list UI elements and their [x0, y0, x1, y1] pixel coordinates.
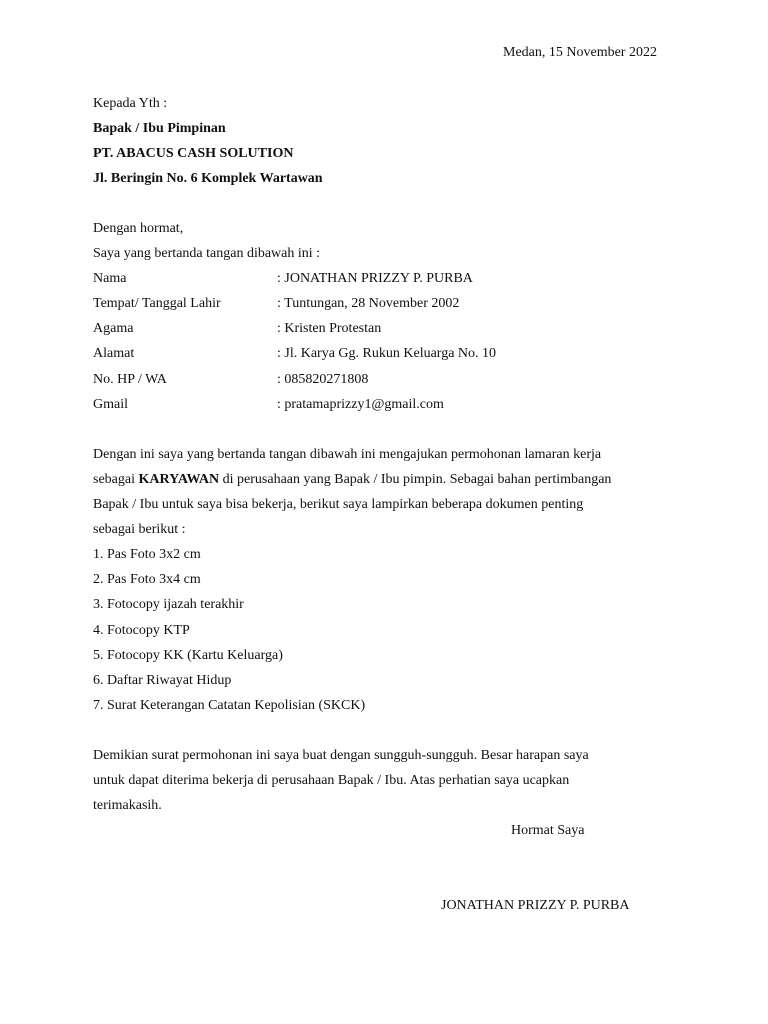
- list-item: 5. Fotocopy KK (Kartu Keluarga): [93, 648, 283, 663]
- detail-value-birth: : Tuntungan, 28 November 2002: [277, 296, 460, 311]
- closing-line-1: Demikian surat permohonan ini saya buat dengan sungguh-sungguh. Besar harapan saya: [93, 748, 589, 763]
- list-item: 4. Fotocopy KTP: [93, 623, 190, 638]
- intro-line: Saya yang bertanda tangan dibawah ini :: [93, 246, 321, 261]
- list-item: 3. Fotocopy ijazah terakhir: [93, 597, 244, 612]
- detail-value-religion: : Kristen Protestan: [277, 321, 382, 336]
- recipient-name: Bapak / Ibu Pimpinan: [93, 121, 226, 136]
- detail-value-email: : pratamaprizzy1@gmail.com: [277, 397, 444, 412]
- recipient-salutation: Kepada Yth :: [93, 96, 168, 111]
- body-line-2: [93, 471, 611, 489]
- position-applied: KARYAWAN: [138, 472, 220, 487]
- list-item: 6. Daftar Riwayat Hidup: [93, 673, 232, 688]
- detail-value-name: : JONATHAN PRIZZY P. PURBA: [277, 271, 473, 286]
- detail-value-address: : Jl. Karya Gg. Rukun Keluarga No. 10: [277, 346, 497, 361]
- body-line-3: Bapak / Ibu untuk saya bisa bekerja, berikut saya lampirkan beberapa dokumen penting: [93, 497, 584, 512]
- body-line-4: sebagai berikut :: [93, 522, 186, 537]
- body-line-1: Dengan ini saya yang bertanda tangan dibawah ini mengajukan permohonan lamaran kerja: [93, 447, 602, 462]
- body-line-2-post: di perusahaan yang Bapak / Ibu pimpin. Sebagai bahan pertimbangan: [219, 472, 612, 487]
- detail-label-address: Alamat: [93, 346, 135, 361]
- signoff: Hormat Saya: [511, 823, 585, 838]
- closing-line-3: terimakasih.: [93, 798, 162, 813]
- list-item: 1. Pas Foto 3x2 cm: [93, 547, 201, 562]
- detail-label-birth: Tempat/ Tanggal Lahir: [93, 296, 221, 311]
- greeting: Dengan hormat,: [93, 221, 184, 236]
- date-line: Medan, 15 November 2022: [503, 45, 657, 60]
- closing-line-2: untuk dapat diterima bekerja di perusahaan Bapak / Ibu. Atas perhatian saya ucapkan: [93, 773, 570, 788]
- detail-label-phone: No. HP / WA: [93, 372, 167, 387]
- detail-label-name: Nama: [93, 271, 127, 286]
- recipient-company: PT. ABACUS CASH SOLUTION: [93, 146, 294, 161]
- detail-value-phone: : 085820271808: [277, 372, 369, 387]
- list-item: 7. Surat Keterangan Catatan Kepolisian (SKCK): [93, 698, 366, 713]
- list-item: 2. Pas Foto 3x4 cm: [93, 572, 201, 587]
- detail-label-religion: Agama: [93, 321, 134, 336]
- recipient-address: Jl. Beringin No. 6 Komplek Wartawan: [93, 171, 323, 186]
- body-line-2-pre: sebagai: [93, 472, 139, 487]
- signature-name: JONATHAN PRIZZY P. PURBA: [441, 898, 630, 913]
- detail-label-email: Gmail: [93, 397, 128, 412]
